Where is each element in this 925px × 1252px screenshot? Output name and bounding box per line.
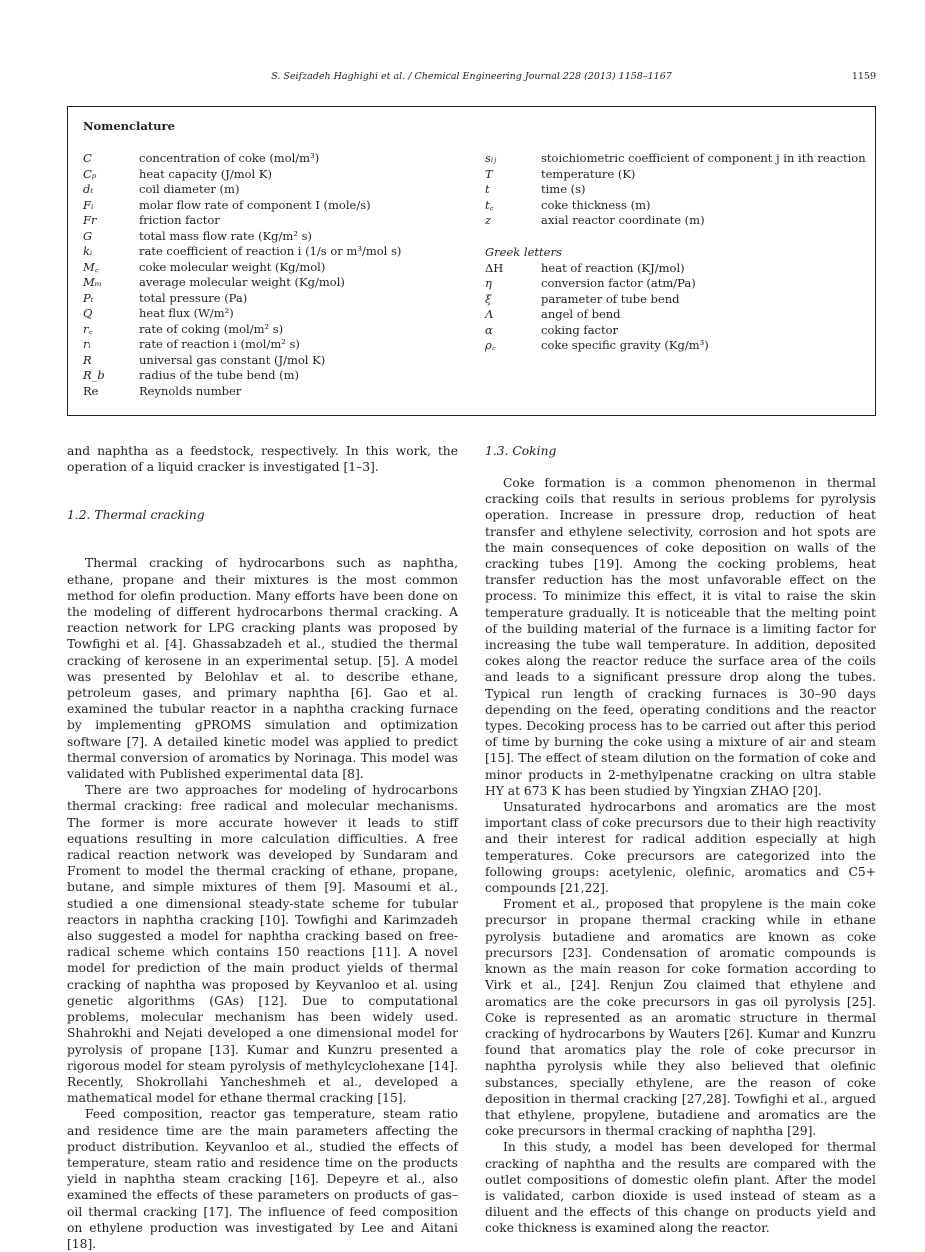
nomenclature-description: coil diameter (m) bbox=[139, 182, 240, 196]
nomenclature-symbol: R bbox=[83, 352, 92, 367]
nomenclature-symbol: Cₚ bbox=[83, 166, 97, 181]
nomenclature-description: total pressure (Pa) bbox=[139, 290, 248, 305]
nomenclature-left-list bbox=[83, 151, 473, 399]
nomenclature-description: radius of the tube bend (m) bbox=[139, 368, 300, 382]
nomenclature-item bbox=[485, 182, 865, 198]
nomenclature-item bbox=[485, 338, 865, 354]
section-heading-coking: 1.3. Coking bbox=[485, 444, 557, 458]
nomenclature-symbol: Q bbox=[83, 306, 93, 320]
nomenclature-symbol: t꜀ bbox=[485, 197, 494, 212]
nomenclature-item bbox=[83, 353, 473, 369]
nomenclature-symbol: rᵢ bbox=[83, 337, 91, 351]
body-paragraph: There are two approaches for modeling of hydrocarbons thermal cracking: free radical and molecular mechanisms. The former is more accurate however it leads to stiff equations resulting in more calculation difficulties. A free radical reaction network was developed by Sundaram and Froment to model the thermal cracking of ethane, propane, butane, and simple mixtures of them [9]. Masoumi et al., studied a one dimensional steady-state scheme for tubular reactors in naphtha cracking [10]. Towfighi and Karimzadeh also suggested a model for naphtha cracking based on free-radical scheme which contains 150 reactions [11]. A novel model for prediction of the main product yields of thermal cracking of naphtha was proposed by Keyvanloo et al. using genetic algorithms (GAs) [12]. Due to computational problems, molecular mechanism has been widely used. Shahrokhi and Nejati developed a one dimensional model for pyrolysis of propane [13]. Kumar and Kunzru presented a rigorous model for steam pyrolysis of methylcyclohexane [14]. Recently, Shokrollahi Yancheshmeh et al., developed a mathematical model for ethane thermal cracking [15]. bbox=[67, 783, 458, 1106]
body-paragraph: Froment et al., proposed that propylene is the main coke precursor in propane thermal cracking while in ethane pyrolysis butadiene and aromatics are known as coke precursors [23]. Condensation of aromatic compounds is known as the main reason for coke formation according to Virk et al., [24]. Renjun Zou claimed that ethylene and aromatics are the coke precursors in gas oil pyrolysis [25]. Coke is represented as an aromatic structure in thermal cracking of hydrocarbons by Wauters [26]. Kumar and Kunzru found that aromatics play the role of coke precursor in naphtha pyrolysis while they also believed that olefinic substances, specially ethylene, are the reason of coke deposition in thermal cracking [27,28]. Towfighi et al., argued that ethylene, propylene, butadiene and aromatics are the coke precursors in thermal cracking of naphtha [29]. bbox=[485, 897, 876, 1139]
nomenclature-item bbox=[83, 213, 473, 229]
nomenclature-description: coke thickness (m) bbox=[541, 197, 651, 212]
nomenclature-item bbox=[83, 384, 473, 400]
nomenclature-symbol: kᵢ bbox=[83, 244, 93, 258]
journal-citation: S. Seifzadeh Haghighi et al. / Chemical Engineering Journal 228 (2013) 1158–1167 bbox=[271, 71, 672, 82]
nomenclature-symbol: sᵢⱼ bbox=[485, 151, 497, 165]
nomenclature-description: coking factor bbox=[541, 322, 619, 337]
body-paragraph: Feed composition, reactor gas temperature, steam ratio and residence time are the main parameters affecting the product distribution. Keyvanloo et al., studied the effects of temperature, steam ratio and residence time on the products yield in naphtha steam cracking [16]. Depeyre et al., also examined the effects of these parameters on products of gas–oil thermal cracking [17]. The influence of feed composition on ethylene production was investigated by Lee and Aitani [18]. bbox=[67, 1107, 458, 1251]
intro-paragraph: and naphtha as a feedstock, respectively. In this work, the operation of a liquid cracker is investigated [1–3]. bbox=[67, 444, 458, 475]
body-paragraph: Coke formation is a common phenomenon in thermal cracking coils that results in serious problems for pyrolysis operation. Increase in pressure drop, reduction of heat transfer and ethylene selectivity, corrosion and hot spots are the main consequences of coke deposition on walls of the cracking tubes [19]. Among the cocking problems, heat transfer reduction has the most unfavorable effect on the process. To minimize this effect, it is vital to raise the skin temperature gradually. It is noticeable that the melting point of the building material of the furnace is a limiting factor for increasing the tube wall temperature. In addition, deposited cokes along the reactor reduce the surface area of the coils and leads to a significant pressure drop along the tubes. Typical run length of cracking furnaces is 30–90 days depending on the feed, operating conditions and the reactor types. Decoking process has to be carried out after this period of time by burning the coke using a mixture of air and steam [15]. The effect of steam dilution on the formation of coke and minor products in 2-methylpenatne cracking on ultra stable HY at 673 K has been studied by Yingxian ZHAO [20]. bbox=[485, 476, 876, 798]
nomenclature-item bbox=[83, 368, 473, 384]
right-column bbox=[485, 443, 876, 1237]
nomenclature-item bbox=[485, 198, 865, 214]
nomenclature-item bbox=[485, 213, 865, 229]
nomenclature-item bbox=[83, 244, 473, 260]
nomenclature-symbol: Mₘ bbox=[83, 275, 102, 289]
nomenclature-symbol: Re bbox=[83, 383, 99, 398]
nomenclature-symbol: Fr bbox=[83, 213, 97, 227]
nomenclature-item bbox=[83, 337, 473, 353]
page-number: 1159 bbox=[851, 71, 876, 82]
nomenclature-symbol: Pₜ bbox=[83, 290, 94, 305]
nomenclature-item bbox=[83, 167, 473, 183]
nomenclature-description: universal gas constant (J/mol K) bbox=[139, 352, 326, 367]
nomenclature-description: concentration of coke (mol/m³) bbox=[139, 151, 320, 165]
nomenclature-item bbox=[485, 167, 865, 183]
nomenclature-item bbox=[485, 323, 865, 339]
nomenclature-symbol: dₜ bbox=[83, 182, 94, 196]
left-column bbox=[67, 443, 458, 1252]
nomenclature-symbol: C bbox=[83, 151, 92, 165]
nomenclature-item bbox=[83, 182, 473, 198]
nomenclature-item bbox=[83, 198, 473, 214]
body-paragraph: In this study, a model has been developed for thermal cracking of naphtha and the results are compared with the outlet compositions of domestic olefin plant. After the model is validated, carbon dioxide is used instead of steam as a diluent and the effects of this change on products yield and coke thickness is examined along the reactor. bbox=[485, 1140, 876, 1236]
nomenclature-item bbox=[83, 291, 473, 307]
nomenclature-description: molar flow rate of component I (mole/s) bbox=[139, 197, 371, 212]
greek-letters-heading: Greek letters bbox=[485, 244, 562, 259]
nomenclature-symbol: M꜀ bbox=[83, 259, 99, 274]
nomenclature-symbol: T bbox=[485, 166, 493, 181]
nomenclature-description: Reynolds number bbox=[139, 383, 242, 398]
nomenclature-description: rate of reaction i (mol/m² s) bbox=[139, 337, 300, 351]
nomenclature-item bbox=[485, 292, 865, 308]
nomenclature-right-list bbox=[485, 151, 865, 354]
section-heading-thermal-cracking: 1.2. Thermal cracking bbox=[67, 508, 205, 523]
nomenclature-symbol: η bbox=[485, 276, 492, 290]
nomenclature-description: heat of reaction (KJ/mol) bbox=[541, 260, 685, 275]
nomenclature-symbol: R_b bbox=[83, 368, 105, 382]
nomenclature-item bbox=[83, 306, 473, 322]
nomenclature-description: stoichiometric coefficient of component j in ith reaction bbox=[541, 151, 866, 165]
nomenclature-symbol: ΔH bbox=[485, 260, 504, 275]
body-paragraph: Unsaturated hydrocarbons and aromatics are the most important class of coke precursors due to their high reactivity and their interest for radical addition especially at high temperatures. Coke precursors are categorized into the following groups: acetylenic, olefinic, aromatics and C5+ compounds [21,22]. bbox=[485, 800, 876, 896]
nomenclature-description: average molecular weight (Kg/mol) bbox=[139, 275, 345, 289]
nomenclature-description: parameter of tube bend bbox=[541, 291, 680, 306]
nomenclature-description: time (s) bbox=[541, 182, 586, 196]
nomenclature-description: total mass flow rate (Kg/m² s) bbox=[139, 228, 312, 243]
body-paragraph: Thermal cracking of hydrocarbons such as naphtha, ethane, propane and their mixtures is the most common method for olefin production. Many efforts have been done on the modeling of different hydrocarbons thermal cracking. A reaction network for LPG cracking plants was proposed by Towfighi et al. [4]. Ghassabzadeh et al., studied the thermal cracking of kerosene in an experimental setup. [5]. A model was presented by Belohlav et al. to describe ethane, petroleum gases, and primary naphtha [6]. Gao et al. examined the tubular reactor in a naphtha cracking furnace by implementing gPROMS simulation and optimization software [7]. A detailed kinetic model was applied to predict thermal conversion of aromatics by Norinaga. This model was validated with Published experimental data [8]. bbox=[67, 556, 458, 782]
nomenclature-description: friction factor bbox=[139, 213, 220, 227]
nomenclature-item bbox=[83, 151, 473, 167]
nomenclature-symbol: z bbox=[485, 213, 492, 227]
nomenclature-symbol: ρ꜀ bbox=[485, 338, 496, 352]
running-header bbox=[67, 71, 876, 85]
nomenclature-description: axial reactor coordinate (m) bbox=[541, 213, 705, 227]
nomenclature-description: rate coefficient of reaction i (1/s or m³/mol s) bbox=[139, 244, 402, 258]
nomenclature-item bbox=[485, 261, 865, 277]
nomenclature-description: rate of coking (mol/m² s) bbox=[139, 321, 284, 336]
nomenclature-description: coke molecular weight (Kg/mol) bbox=[139, 259, 326, 274]
nomenclature-symbol: Fᵢ bbox=[83, 197, 94, 212]
nomenclature-item bbox=[83, 322, 473, 338]
nomenclature-symbol: G bbox=[83, 228, 93, 243]
nomenclature-item bbox=[83, 260, 473, 276]
nomenclature-symbol: r꜀ bbox=[83, 321, 93, 336]
nomenclature-item bbox=[83, 275, 473, 291]
nomenclature-symbol: Λ bbox=[485, 307, 494, 321]
nomenclature-symbol: α bbox=[485, 322, 493, 337]
nomenclature-title: Nomenclature bbox=[83, 119, 175, 133]
nomenclature-item bbox=[485, 307, 865, 323]
nomenclature-description: heat flux (W/m²) bbox=[139, 306, 234, 320]
nomenclature-description: angel of bend bbox=[541, 307, 621, 321]
nomenclature-description: coke specific gravity (Kg/m³) bbox=[541, 338, 709, 352]
nomenclature-description: temperature (K) bbox=[541, 166, 636, 181]
nomenclature-description: conversion factor (atm/Pa) bbox=[541, 276, 696, 290]
nomenclature-item bbox=[83, 229, 473, 245]
nomenclature-description: heat capacity (J/mol K) bbox=[139, 166, 272, 181]
nomenclature-box bbox=[67, 106, 876, 416]
nomenclature-item bbox=[485, 276, 865, 292]
nomenclature-item bbox=[485, 151, 865, 167]
nomenclature-symbol: ξ bbox=[485, 291, 492, 306]
nomenclature-symbol: t bbox=[485, 182, 490, 196]
